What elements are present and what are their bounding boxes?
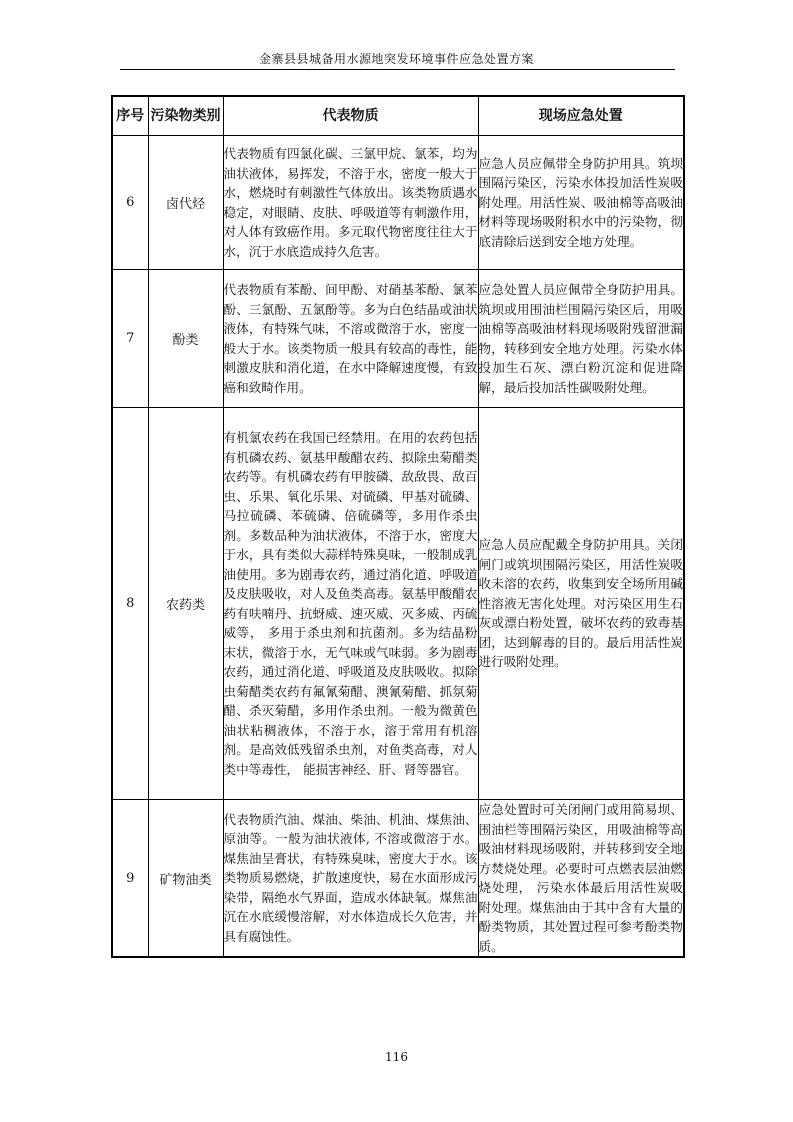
row-number: 8 bbox=[112, 408, 148, 800]
row-category: 酚类 bbox=[148, 270, 223, 408]
row-substance: 代表物质有四氯化碳、三氯甲烷、氯苯，均为油状液体，易挥发，不溶于水，密度一般大于水，燃烧时有刺激性气体放出。该类物质遇水稳定，对眼睛、皮肤、呼吸道等有刺激作用，对人体有致癌作用。多元取代物密度往往大于水，沉于水底造成持久危害。 bbox=[223, 136, 478, 270]
row-response: 应急处置人员应佩带全身防护用具。筑坝或用围油栏围隔污染区后，用吸油棉等高吸油材料现场吸附残留泄漏物，转移到安全地方处理。污染水体投加生石灰、漂白粉沉淀和促进降解，最后投加活性碳吸附处理。 bbox=[478, 270, 684, 408]
table-row bbox=[112, 800, 684, 958]
col-header-number: 序号 bbox=[112, 96, 148, 136]
table-row bbox=[112, 408, 684, 800]
table-row bbox=[112, 136, 684, 270]
page-header-title: 金寨县县城备用水源地突发环境事件应急处置方案 bbox=[258, 52, 534, 66]
row-response: 应急人员应配戴全身防护用具。关闭闸门或筑坝围隔污染区，用活性炭吸收未溶的农药，收集到安全场所用碱性溶液无害化处理。对污染区用生石灰或漂白粉处置，破坏农药的致毒基团，达到解毒的目的。最后用活性炭进行吸附处理。 bbox=[478, 408, 684, 800]
table-row bbox=[112, 270, 684, 408]
col-header-category: 污染物类别 bbox=[148, 96, 223, 136]
row-response: 应急人员应佩带全身防护用具。筑坝围隔污染区，污染水体投加活性炭吸附处理。用活性炭、吸油棉等高吸油材料等现场吸附积水中的污染物，彻底清除后送到安全地方处理。 bbox=[478, 136, 684, 270]
row-substance: 代表物质有苯酚、间甲酚、对硝基苯酚、氯苯酚、三氯酚、五氯酚等。多为白色结晶或油状液体，有特殊气味，不溶或微溶于水，密度一般大于水。该类物质一般具有较高的毒性，能刺激皮肤和消化道，在水中降解速度慢，有致癌和致畸作用。 bbox=[223, 270, 478, 408]
row-category: 卤代烃 bbox=[148, 136, 223, 270]
col-header-response: 现场应急处置 bbox=[478, 96, 684, 136]
row-category: 农药类 bbox=[148, 408, 223, 800]
header-divider bbox=[120, 69, 675, 70]
pollutant-response-table bbox=[111, 95, 685, 958]
row-category: 矿物油类 bbox=[148, 800, 223, 958]
row-response: 应急处置时可关闭闸门或用简易坝、围油栏等围隔污染区，用吸油棉等高吸油材料现场吸附，并转移到安全地方焚烧处理。必要时可点燃表层油燃烧处理， 污染水体最后用活性炭吸附处理。煤焦油由于其中含有大量的酚类物质，其处置过程可参考酚类物质。 bbox=[478, 800, 684, 958]
row-substance: 有机氯农药在我国已经禁用。在用的农药包括有机磷农药、氨基甲酸醋农药、拟除虫菊醋类农药等。有机磷农药有甲胺磷、敌敌畏、敌百虫、乐果、氧化乐果、对硫磷、甲基对硫磷、马拉硫磷、苯硫磷、倍硫磷等，多用作杀虫剂。多数品种为油状液体，不溶于水，密度大于水，具有类似大蒜样特殊臭味，一般制成乳油使用。多为剧毒农药，通过消化道、呼吸道及皮肤吸收，对人及鱼类高毒。氨基甲酸醋农药有呋喃丹、抗蚜威、速灭威、灭多威、丙硫威等， 多用于杀虫剂和抗菌剂。多为结晶粉末状，微溶于水，无气味或气味弱。多为剧毒农药，通过消化道、呼吸道及皮肤吸收。拟除虫菊醋类农药有氟氰菊醋、澳氰菊醋、抓氛菊醋、杀灭菊醋，多用作杀虫剂。一般为微黄色油状粘稠液体，不溶于水，溶于常用有机溶剂。是高效低残留杀虫剂，对鱼类高毒，对人类中等毒性， 能损害神经、肝、肾等器官。 bbox=[223, 408, 478, 800]
col-header-substance: 代表物质 bbox=[223, 96, 478, 136]
row-number: 7 bbox=[112, 270, 148, 408]
row-number: 6 bbox=[112, 136, 148, 270]
row-substance: 代表物质汽油、煤油、柴油、机油、煤焦油、原油等。一般为油状液体, 不溶或微溶于水。煤焦油呈膏状，有特殊臭味，密度大于水。该类物质易燃烧，扩散速度快，易在水面形成污染带，隔绝水气界面，造成水体缺氧。煤焦油沉在水底缓慢溶解，对水体造成长久危害，并具有腐蚀性。 bbox=[223, 800, 478, 958]
row-number: 9 bbox=[112, 800, 148, 958]
page-number: 116 bbox=[385, 1050, 408, 1064]
table-header-row bbox=[112, 96, 684, 136]
